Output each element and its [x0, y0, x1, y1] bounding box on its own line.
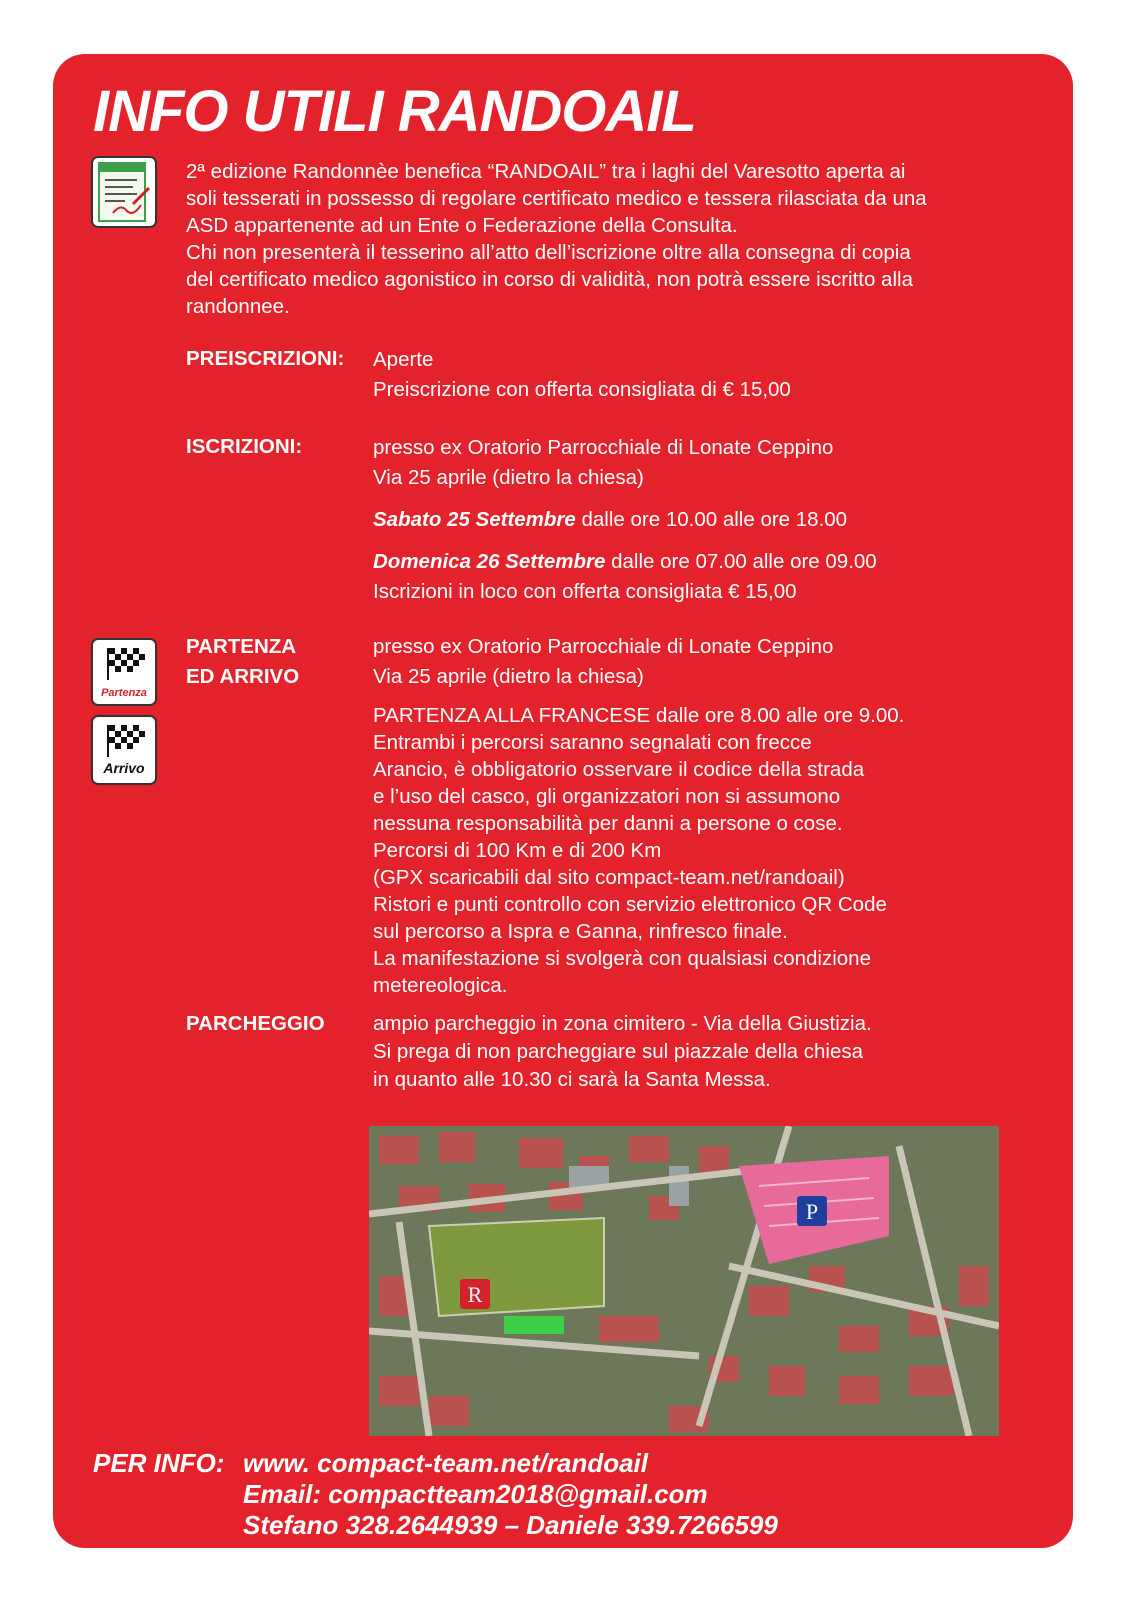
document-sign-icon	[91, 156, 157, 228]
finish-flag-icon	[91, 715, 157, 785]
randoail-marker	[460, 1279, 490, 1309]
iscrizioni-line: presso ex Oratorio Parrocchiale di Lonate Ceppino	[373, 436, 834, 459]
aerial-map	[369, 1126, 999, 1436]
intro-line: 2ª edizione Randonnèe benefica “RANDOAIL” tra i laghi del Varesotto aperta ai	[186, 160, 906, 183]
onsite-registration: Iscrizioni in loco con offerta consigliata € 15,00	[373, 580, 797, 603]
intro-line: soli tesserati in possesso di regolare certificato medico e tessera rilasciata da una	[186, 187, 927, 210]
saturday-label: Sabato 25 Settembre	[373, 508, 576, 531]
info-card	[53, 54, 1073, 1548]
preiscrizioni-value	[373, 345, 1053, 405]
randoail-marker-label: R	[467, 1282, 483, 1307]
partenza-detail: Percorsi di 100 Km e di 200 Km	[373, 839, 662, 862]
sunday-label: Domenica 26 Settembre	[373, 550, 606, 573]
iscrizioni-line: Via 25 aprile (dietro la chiesa)	[373, 466, 644, 489]
partenza-detail: metereologica.	[373, 974, 508, 997]
page-title: INFO UTILI RANDOAIL	[93, 79, 696, 144]
partenza-detail: Arancio, è obbligatorio osservare il codice della strada	[373, 758, 865, 781]
parcheggio-value	[373, 1010, 1053, 1094]
parking-marker-label: P	[805, 1199, 819, 1224]
intro-line: ASD appartenente ad un Ente o Federazione della Consulta.	[186, 214, 738, 237]
partenza-line: Via 25 aprile (dietro la chiesa)	[373, 665, 644, 688]
start-icon-label: Partenza	[101, 687, 147, 699]
website-link[interactable]: www. compact-team.net/randoail	[243, 1448, 649, 1478]
sunday-time: dalle ore 07.00 alle ore 09.00	[605, 550, 877, 573]
intro-text	[186, 158, 1036, 320]
partenza-detail: e l’uso del casco, gli organizzatori non si assumono	[373, 785, 841, 808]
saturday-time: dalle ore 10.00 alle ore 18.00	[575, 508, 848, 531]
finish-icon-label: Arrivo	[103, 760, 145, 776]
intro-line: Chi non presenterà il tesserino all’atto dell’iscrizione oltre alla consegna di copia	[186, 241, 911, 264]
partenza-line: presso ex Oratorio Parrocchiale di Lonate Ceppino	[373, 635, 834, 658]
saturday-schedule	[373, 505, 1053, 535]
parcheggio-line: ampio parcheggio in zona cimitero - Via della Giustizia.	[373, 1012, 872, 1035]
partenza-detail: PARTENZA ALLA FRANCESE dalle ore 8.00 alle ore 9.00.	[373, 704, 905, 727]
partenza-label	[186, 632, 299, 692]
parcheggio-line: in quanto alle 10.30 ci sarà la Santa Messa.	[373, 1068, 771, 1091]
intro-line: del certificato medico agonistico in corso di validità, non potrà essere iscritto alla	[186, 268, 913, 291]
partenza-label-line: PARTENZA	[186, 635, 297, 658]
iscrizioni-value	[373, 433, 1053, 607]
parcheggio-label: PARCHEGGIO	[186, 1012, 325, 1035]
preiscrizioni-line: Aperte	[373, 348, 434, 371]
partenza-detail: nessuna responsabilità per danni a persone o cose.	[373, 812, 843, 835]
parking-marker	[797, 1196, 827, 1226]
email-link[interactable]: Email: compactteam2018@gmail.com	[243, 1479, 708, 1509]
partenza-detail: sul percorso a Ispra e Ganna, rinfresco finale.	[373, 920, 788, 943]
partenza-value	[373, 632, 1053, 999]
partenza-label-line: ED ARRIVO	[186, 665, 300, 688]
iscrizioni-label: ISCRIZIONI:	[186, 435, 303, 458]
preiscrizioni-label: PREISCRIZIONI:	[186, 347, 345, 370]
partenza-detail: Ristori e punti controllo con servizio elettronico QR Code	[373, 893, 887, 916]
start-flag-icon	[91, 638, 157, 706]
footer-label: PER INFO:	[93, 1448, 225, 1478]
partenza-detail: La manifestazione si svolgerà con qualsiasi condizione	[373, 947, 871, 970]
sunday-schedule	[373, 547, 1053, 577]
phone-numbers: Stefano 328.2644939 – Daniele 339.7266599	[243, 1510, 778, 1540]
intro-line: randonnee.	[186, 295, 290, 318]
parcheggio-line: Si prega di non parcheggiare sul piazzale della chiesa	[373, 1040, 864, 1063]
partenza-detail: (GPX scaricabili dal sito compact-team.net/randoail)	[373, 866, 845, 889]
preiscrizioni-line: Preiscrizione con offerta consigliata di € 15,00	[373, 378, 791, 401]
partenza-detail: Entrambi i percorsi saranno segnalati con frecce	[373, 731, 812, 754]
